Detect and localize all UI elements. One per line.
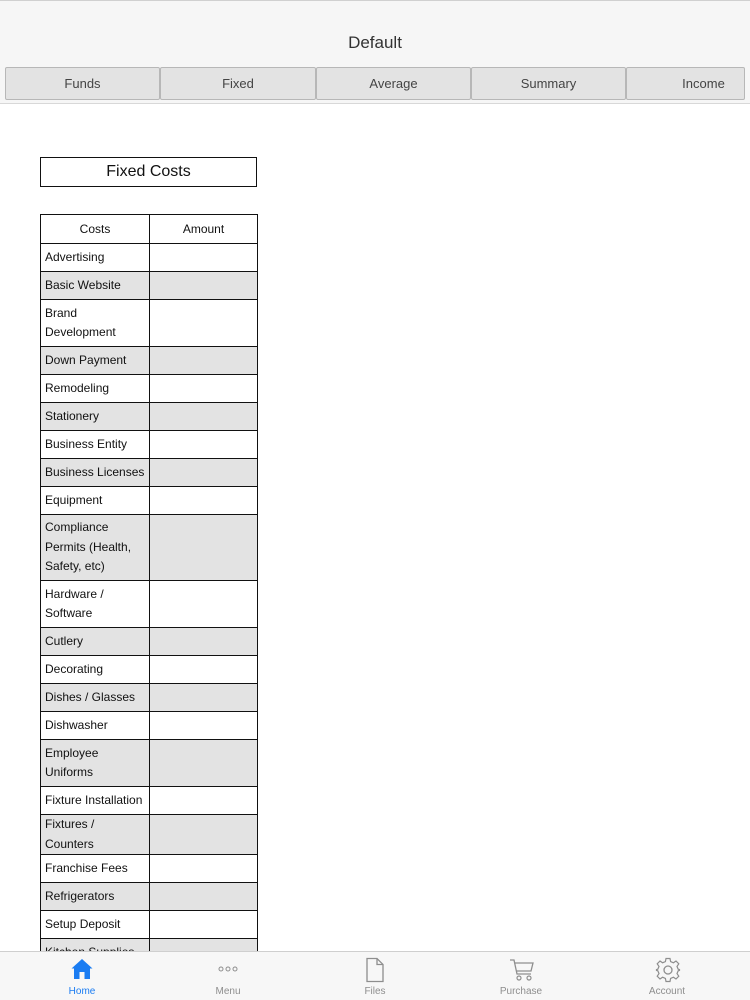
cost-label: Advertising [41,244,150,272]
table-row [41,347,258,375]
bottom-tab-account[interactable] [622,952,712,1000]
table-row [41,272,258,300]
table-row [41,581,258,628]
column-header-amount: Amount [150,215,258,244]
amount-cell[interactable] [150,712,258,740]
cost-label: Cutlery [41,628,150,656]
cost-label: Decorating [41,656,150,684]
table-row [41,459,258,487]
bottom-tab-menu[interactable] [183,952,273,1000]
table-row [41,911,258,939]
bottom-tab-label: Files [364,986,386,997]
table-row [41,684,258,712]
tab-summary[interactable]: Summary [471,67,626,100]
tab-bar [0,62,750,104]
bottom-tab-label: Account [648,986,686,997]
amount-cell[interactable] [150,628,258,656]
amount-cell[interactable] [150,740,258,787]
tab-income[interactable]: Income [626,67,745,100]
table-row [41,712,258,740]
cost-label: Dishes / Glasses [41,684,150,712]
gear-icon [655,957,681,983]
table-row [41,787,258,815]
amount-cell[interactable] [150,787,258,815]
amount-cell[interactable] [150,403,258,431]
bottom-tab-label: Purchase [499,986,543,997]
amount-cell[interactable] [150,272,258,300]
column-header-costs: Costs [41,215,150,244]
amount-cell[interactable] [150,244,258,272]
table-row [41,515,258,581]
amount-cell[interactable] [150,347,258,375]
amount-cell[interactable] [150,911,258,939]
amount-cell[interactable] [150,300,258,347]
cost-label: Business Licenses [41,459,150,487]
table-row [41,628,258,656]
tab-fixed[interactable]: Fixed [160,67,316,100]
cost-label: Fixtures / Counters [41,815,150,855]
table-row [41,740,258,787]
cost-label: Fixture Installation [41,787,150,815]
table-row [41,300,258,347]
cost-label: Refrigerators [41,883,150,911]
amount-cell[interactable] [150,815,258,855]
amount-cell[interactable] [150,684,258,712]
table-header-row [41,215,258,244]
amount-cell[interactable] [150,515,258,581]
cost-label: Equipment [41,487,150,515]
bottom-tab-bar [0,951,750,1000]
bottom-tab-label: Menu [215,986,241,997]
section-title: Fixed Costs [40,157,257,187]
cost-label: Setup Deposit [41,911,150,939]
bottom-tab-files[interactable] [330,952,420,1000]
tab-average[interactable]: Average [316,67,471,100]
table-row [41,656,258,684]
bottom-tab-purchase[interactable] [476,952,566,1000]
file-icon [363,957,387,983]
bottom-tab-label: Home [68,986,96,997]
table-row [41,375,258,403]
cost-label: Franchise Fees [41,855,150,883]
table-row [41,855,258,883]
table-row [41,244,258,272]
bottom-tab-home[interactable] [37,952,127,1000]
cost-label: Basic Website [41,272,150,300]
cart-icon [509,957,535,983]
cost-label: Brand Development [41,300,150,347]
amount-cell[interactable] [150,375,258,403]
more-dots-icon [216,957,240,981]
table-row [41,815,258,855]
cost-label: Remodeling [41,375,150,403]
tab-funds[interactable]: Funds [5,67,160,100]
amount-cell[interactable] [150,431,258,459]
table-row [41,883,258,911]
cost-label: Dishwasher [41,712,150,740]
table-row [41,487,258,515]
amount-cell[interactable] [150,656,258,684]
table-row [41,431,258,459]
cost-label: Employee Uniforms [41,740,150,787]
home-icon [70,957,94,981]
amount-cell[interactable] [150,883,258,911]
amount-cell[interactable] [150,459,258,487]
cost-label: Stationery [41,403,150,431]
cost-label: Down Payment [41,347,150,375]
cost-label: Business Entity [41,431,150,459]
cost-label: Compliance Permits (Health, Safety, etc) [41,515,150,581]
table-row [41,403,258,431]
fixed-costs-table [40,214,258,967]
amount-cell[interactable] [150,855,258,883]
cost-label: Hardware / Software [41,581,150,628]
amount-cell[interactable] [150,487,258,515]
page-title: Default [348,33,402,52]
amount-cell[interactable] [150,581,258,628]
navigation-bar [0,0,750,62]
